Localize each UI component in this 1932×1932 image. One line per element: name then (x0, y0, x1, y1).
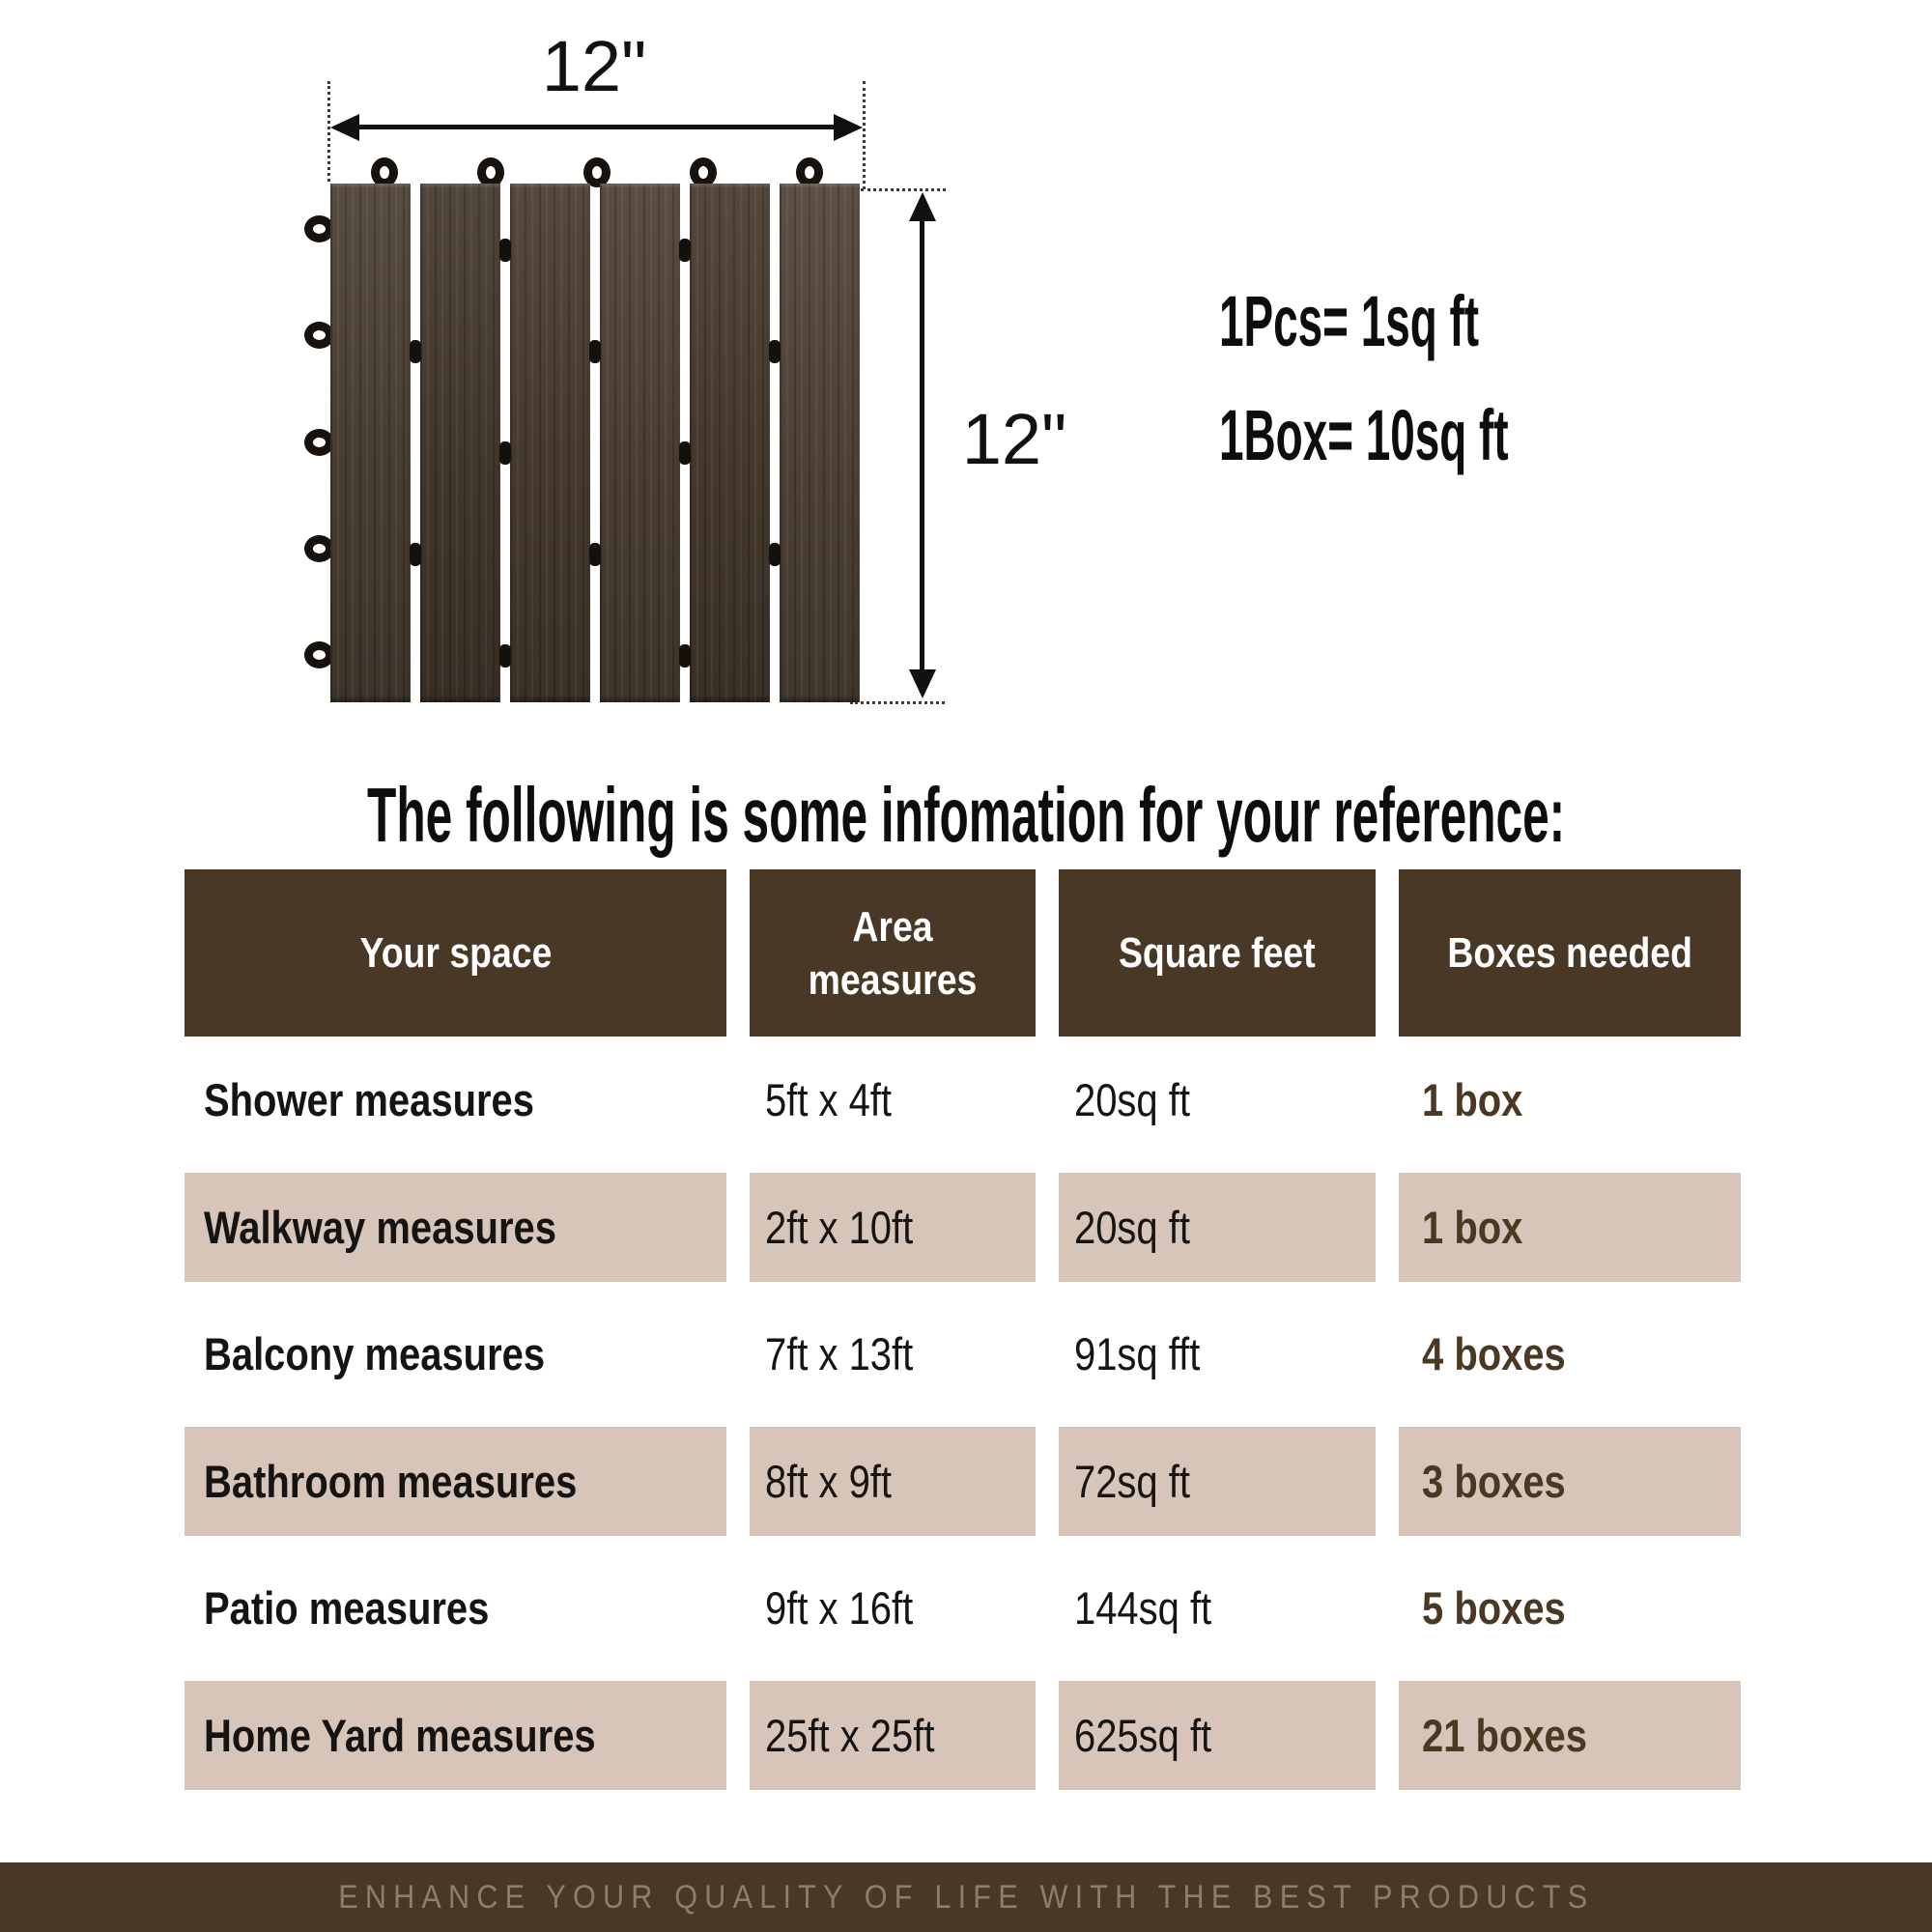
wood-slat (510, 184, 590, 702)
cell-your-space: Bathroom measures (185, 1418, 726, 1546)
column-header-square-feet: Square feet (1059, 869, 1376, 1037)
column-header-your-space: Your space (185, 869, 726, 1037)
cell-area-measures: 2ft x 10ft (750, 1164, 1036, 1292)
cell-area-measures: 9ft x 16ft (765, 1582, 914, 1634)
gap-connector-tab (589, 340, 601, 363)
wood-slat (690, 184, 770, 702)
arrow-right-icon (834, 114, 863, 141)
cell-square-feet: 20sq ft (1059, 1164, 1376, 1292)
height-dimension-label: 12" (961, 399, 1067, 479)
dotted-guide-bottom-right (850, 701, 945, 704)
arrow-line (920, 215, 924, 675)
wood-slat (780, 184, 860, 702)
cell-square-feet: 72sq ft (1059, 1418, 1376, 1546)
cell-area-measures: 8ft x 9ft (750, 1418, 1036, 1546)
cell-boxes-needed: 5 boxes (1422, 1582, 1566, 1634)
cell-boxes-needed: 1 box (1422, 1074, 1523, 1126)
page-title: The following is some infomation for your reference: (367, 772, 1566, 858)
gap-connector-tab (769, 543, 781, 566)
gap-connector-tab (410, 543, 421, 566)
fact-box-area: 1Box= 10sq ft (1219, 395, 1509, 475)
arrow-down-icon (909, 669, 936, 698)
footer-banner (0, 1862, 1932, 1932)
gap-connector-tab (410, 340, 421, 363)
cell-area-measures: 7ft x 13ft (765, 1328, 914, 1380)
cell-area-measures: 25ft x 25ft (750, 1672, 1036, 1800)
dotted-guide-top-right (861, 188, 946, 191)
reference-table (185, 869, 1741, 1799)
cell-square-feet: 144sq ft (1074, 1582, 1212, 1634)
arrow-line (354, 125, 839, 129)
gap-connector-tab (589, 543, 601, 566)
column-header-boxes-needed: Boxes needed (1399, 869, 1741, 1037)
gap-connector-tab (499, 441, 511, 465)
height-arrow (909, 192, 936, 698)
cell-area-measures: 5ft x 4ft (765, 1074, 893, 1126)
width-dimension-label: 12" (541, 26, 647, 106)
width-arrow (330, 114, 863, 141)
wood-slat (600, 184, 680, 702)
gap-connector-tab (679, 441, 691, 465)
gap-connector-tab (769, 340, 781, 363)
cell-your-space: Walkway measures (185, 1164, 726, 1292)
cell-your-space: Patio measures (204, 1582, 490, 1634)
cell-your-space: Shower measures (204, 1074, 534, 1126)
wood-slat (420, 184, 500, 702)
cell-your-space: Home Yard measures (185, 1672, 726, 1800)
deck-tile-image (330, 184, 860, 702)
gap-connector-tab (499, 239, 511, 262)
cell-boxes-needed: 4 boxes (1422, 1328, 1566, 1380)
cell-square-feet: 91sq fft (1074, 1328, 1201, 1380)
cell-boxes-needed: 3 boxes (1399, 1418, 1741, 1546)
dotted-guide-right (863, 81, 866, 189)
column-header-area-measures: Area measures (750, 869, 1036, 1037)
cell-square-feet: 625sq ft (1059, 1672, 1376, 1800)
cell-boxes-needed: 1 box (1399, 1164, 1741, 1292)
cell-square-feet: 20sq ft (1074, 1074, 1190, 1126)
gap-connector-tab (679, 239, 691, 262)
gap-connector-tab (499, 644, 511, 668)
cell-boxes-needed: 21 boxes (1399, 1672, 1741, 1800)
footer-slogan: ENHANCE YOUR QUALITY OF LIFE WITH THE BEST PRODUCTS (337, 1878, 1595, 1916)
fact-piece-area: 1Pcs= 1sq ft (1219, 281, 1480, 361)
wood-slat (330, 184, 411, 702)
cell-your-space: Balcony measures (204, 1328, 546, 1380)
gap-connector-tab (679, 644, 691, 668)
